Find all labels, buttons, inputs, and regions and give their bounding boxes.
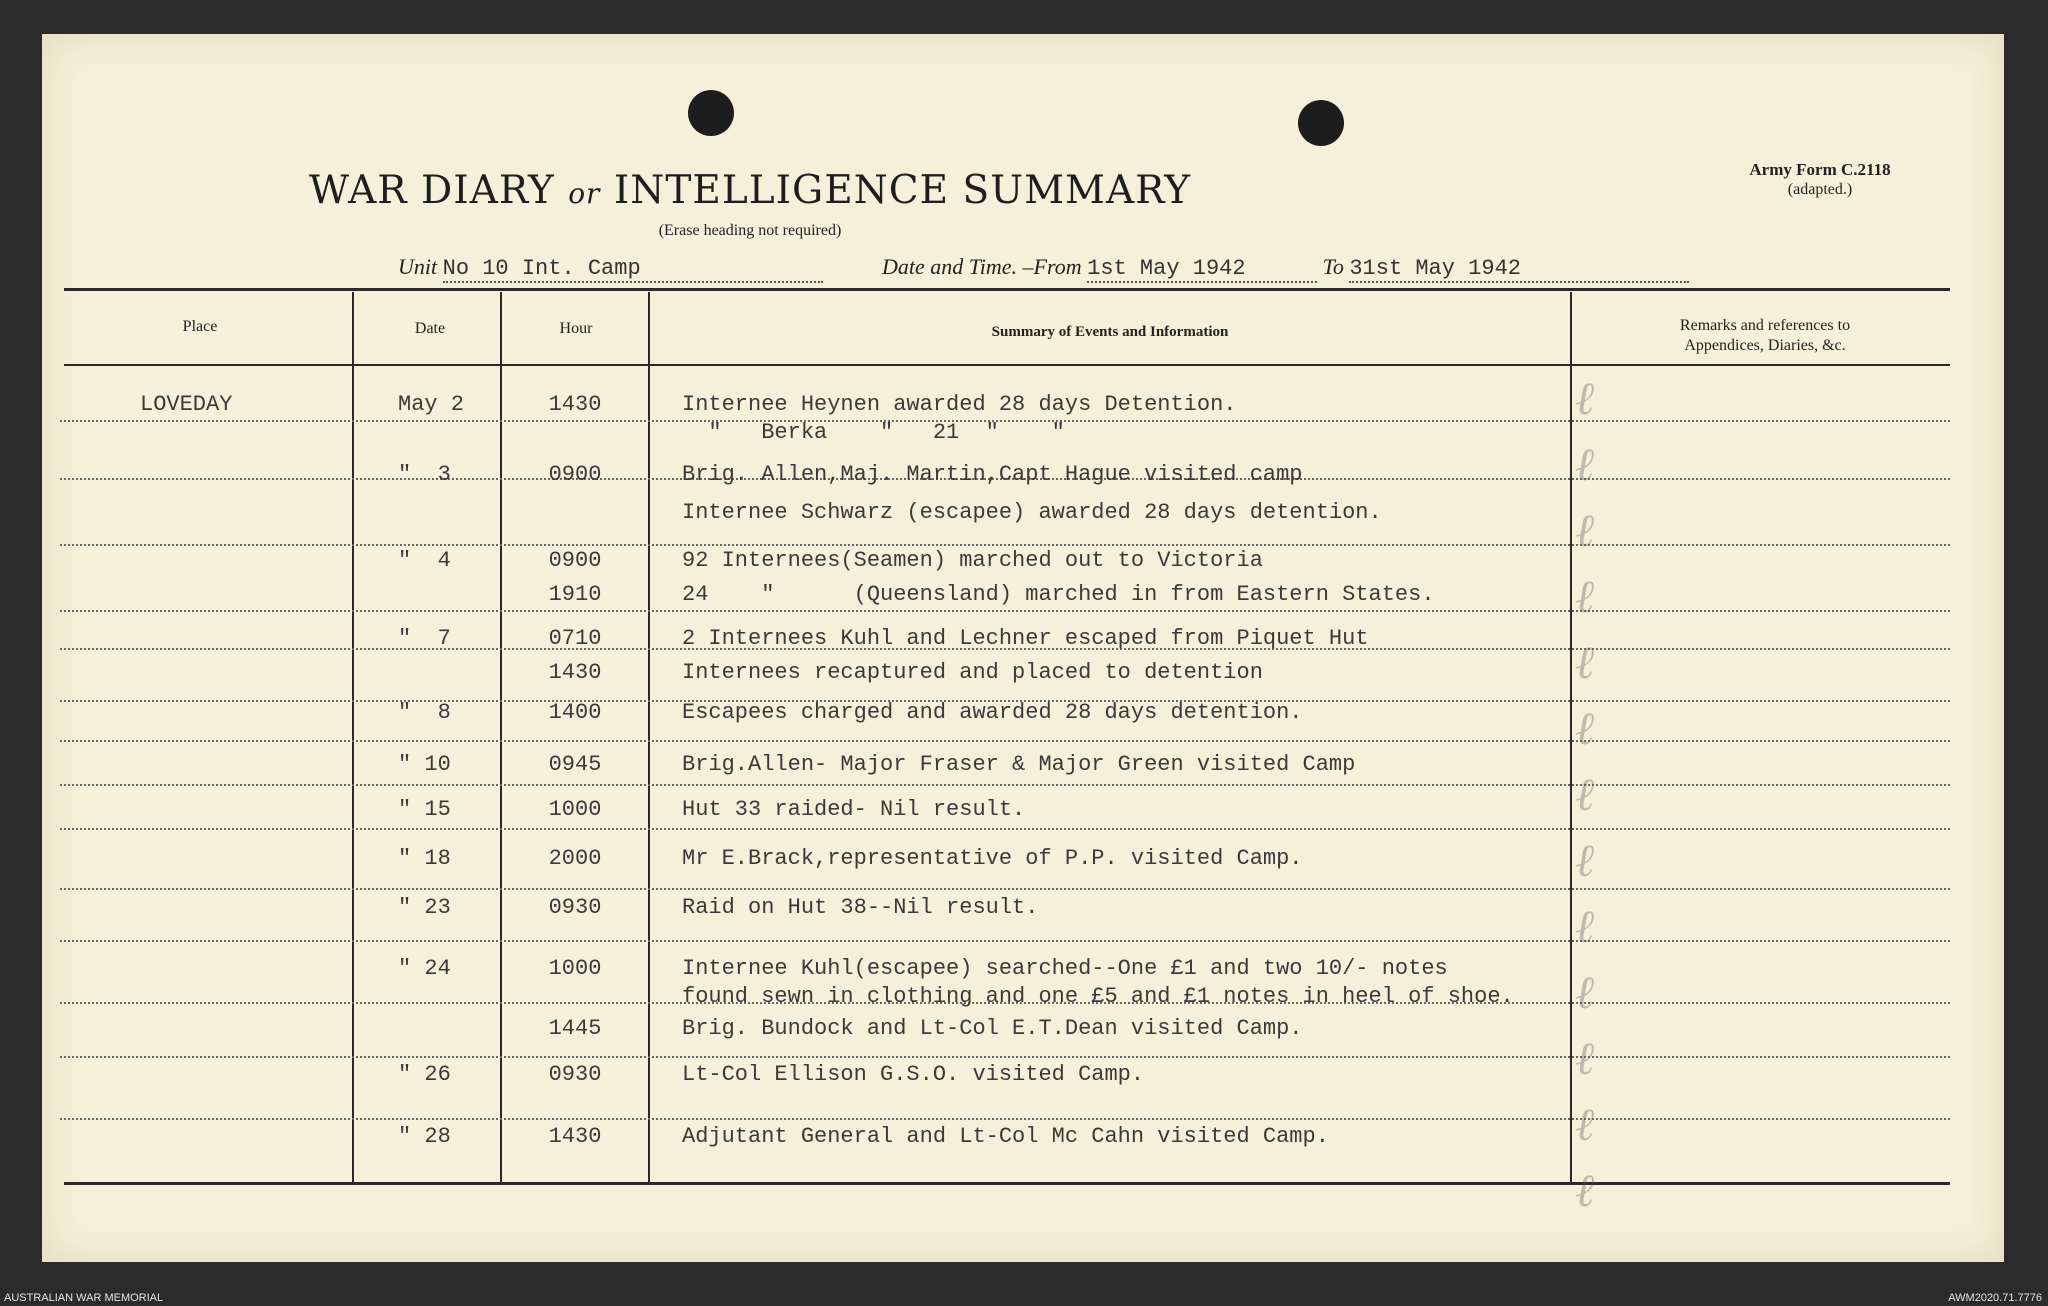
ruled-dotted-line bbox=[60, 1056, 1950, 1058]
entry-hour: 2000 bbox=[548, 846, 602, 871]
title-part2: INTELLIGENCE SUMMARY bbox=[613, 168, 1192, 213]
entry-summary: " Berka " 21 " " bbox=[682, 420, 1065, 445]
entry-date: " 8 bbox=[398, 700, 451, 725]
entry-summary: Internee Heynen awarded 28 days Detention. bbox=[682, 392, 1237, 417]
column-header-remarks bbox=[1580, 316, 1950, 356]
remarks-line-1: Remarks and references to bbox=[1679, 317, 1851, 334]
entry-summary: Hut 33 raided- Nil result. bbox=[682, 797, 1026, 822]
unit-label: Unit bbox=[398, 254, 438, 279]
entry-hour: 1910 bbox=[548, 582, 602, 607]
entry-summary: Adjutant General and Lt-Col Mc Cahn visited Camp. bbox=[682, 1124, 1329, 1149]
entry-summary: Brig. Bundock and Lt-Col E.T.Dean visited Camp. bbox=[682, 1016, 1303, 1041]
army-form-label bbox=[1710, 160, 1930, 200]
army-form-number: Army Form C.2118 bbox=[1749, 160, 1891, 179]
entry-date: " 28 bbox=[398, 1124, 451, 1149]
table-bottom-rule bbox=[64, 1182, 1950, 1185]
diary-entry-row bbox=[0, 895, 2048, 927]
to-label: To bbox=[1322, 254, 1344, 279]
entry-summary: found sewn in clothing and one £5 and £1 notes in heel of shoe. bbox=[682, 984, 1514, 1009]
title-or: or bbox=[568, 177, 601, 210]
diary-entry-row bbox=[0, 500, 2048, 532]
entry-summary: Lt-Col Ellison G.S.O. visited Camp. bbox=[682, 1062, 1145, 1087]
unit-line bbox=[398, 254, 823, 290]
column-header-hour: Hour bbox=[559, 320, 593, 337]
entry-summary: Internee Schwarz (escapee) awarded 28 days detention. bbox=[682, 500, 1382, 525]
entry-hour: 1430 bbox=[548, 392, 602, 417]
entry-hour: 0930 bbox=[548, 895, 602, 920]
diary-entry-row bbox=[0, 1016, 2048, 1048]
page-title bbox=[0, 168, 1500, 213]
entry-hour: 1430 bbox=[548, 660, 602, 685]
entry-summary: Raid on Hut 38--Nil result. bbox=[682, 895, 1039, 920]
entry-hour: 0930 bbox=[548, 1062, 602, 1087]
entry-hour: 1445 bbox=[548, 1016, 602, 1041]
diary-entry-row bbox=[0, 797, 2048, 829]
entry-date: " 26 bbox=[398, 1062, 451, 1087]
entry-summary: Escapees charged and awarded 28 days detention. bbox=[682, 700, 1303, 725]
diary-entry-row bbox=[0, 462, 2048, 494]
entry-hour: 0900 bbox=[548, 548, 602, 573]
diary-entry-row bbox=[0, 1124, 2048, 1156]
page-subtitle: (Erase heading not required) bbox=[658, 222, 842, 239]
diary-entry-row bbox=[0, 984, 2048, 1016]
entry-hour: 1000 bbox=[548, 956, 602, 981]
entry-summary: Internee Kuhl(escapee) searched--One £1 and two 10/- notes bbox=[682, 956, 1448, 981]
entry-date: " 7 bbox=[398, 626, 451, 651]
remarks-line-2: Appendices, Diaries, &c. bbox=[1684, 337, 1846, 354]
entry-summary: Brig.Allen- Major Fraser & Major Green visited Camp bbox=[682, 752, 1356, 777]
diary-entry-row bbox=[0, 752, 2048, 784]
entry-date: " 4 bbox=[398, 548, 451, 573]
ruled-dotted-line bbox=[60, 940, 1950, 942]
diary-entry-row bbox=[0, 626, 2048, 658]
diary-entry-row bbox=[0, 660, 2048, 692]
entry-date: " 3 bbox=[398, 462, 451, 487]
entry-summary: Brig. Allen,Maj. Martin,Capt Hague visited camp bbox=[682, 462, 1303, 487]
entry-date: " 23 bbox=[398, 895, 451, 920]
title-part1: WAR DIARY bbox=[308, 168, 555, 213]
entry-summary: 92 Internees(Seamen) marched out to Victoria bbox=[682, 548, 1263, 573]
diary-entry-row bbox=[0, 1062, 2048, 1094]
to-date: 31st May 1942 bbox=[1349, 256, 1521, 281]
diary-entry-row bbox=[0, 846, 2048, 878]
footer-right: AWM2020.71.7776 bbox=[1948, 1292, 2042, 1304]
date-line bbox=[882, 254, 1689, 290]
ruled-dotted-line bbox=[60, 784, 1950, 786]
entry-summary: 2 Internees Kuhl and Lechner escaped from Piquet Hut bbox=[682, 626, 1369, 651]
entry-summary: 24 " (Queensland) marched in from Eastern States. bbox=[682, 582, 1435, 607]
column-header-summary: Summary of Events and Information bbox=[991, 324, 1229, 340]
entry-hour: 1000 bbox=[548, 797, 602, 822]
column-header-date: Date bbox=[414, 320, 446, 337]
entry-summary: Internees recaptured and placed to detention bbox=[682, 660, 1263, 685]
entry-place: LOVEDAY bbox=[140, 392, 233, 417]
punch-hole bbox=[688, 90, 734, 136]
ruled-dotted-line bbox=[60, 888, 1950, 890]
army-form-note: (adapted.) bbox=[1787, 181, 1853, 198]
date-label: Date and Time. –From bbox=[882, 254, 1082, 279]
unit-value: No 10 Int. Camp bbox=[442, 256, 641, 281]
remarks-pencil-marks: ℓ ℓ ℓ ℓ ℓ ℓ ℓ ℓ ℓ ℓ ℓ ℓ ℓ bbox=[1575, 371, 1595, 1217]
entry-hour: 1430 bbox=[548, 1124, 602, 1149]
diary-entry-row bbox=[0, 582, 2048, 614]
header-bottom-rule bbox=[64, 364, 1950, 366]
entry-date: " 15 bbox=[398, 797, 451, 822]
column-header-place: Place bbox=[182, 318, 218, 335]
from-date: 1st May 1942 bbox=[1087, 256, 1246, 281]
entry-summary: Mr E.Brack,representative of P.P. visited Camp. bbox=[682, 846, 1303, 871]
diary-entry-row bbox=[0, 548, 2048, 580]
ruled-dotted-line bbox=[60, 544, 1950, 546]
entry-hour: 1400 bbox=[548, 700, 602, 725]
entry-date: " 18 bbox=[398, 846, 451, 871]
entry-hour: 0710 bbox=[548, 626, 602, 651]
entry-hour: 0900 bbox=[548, 462, 602, 487]
footer-left: AUSTRALIAN WAR MEMORIAL bbox=[4, 1292, 164, 1304]
entry-hour: 0945 bbox=[548, 752, 602, 777]
table-top-rule bbox=[64, 288, 1950, 291]
entry-date: May 2 bbox=[398, 392, 465, 417]
entry-date: " 24 bbox=[398, 956, 451, 981]
ruled-dotted-line bbox=[60, 740, 1950, 742]
punch-hole bbox=[1298, 100, 1344, 146]
ruled-dotted-line bbox=[60, 1118, 1950, 1120]
diary-entry-row bbox=[0, 420, 2048, 452]
diary-entry-row bbox=[0, 700, 2048, 732]
entry-date: " 10 bbox=[398, 752, 451, 777]
